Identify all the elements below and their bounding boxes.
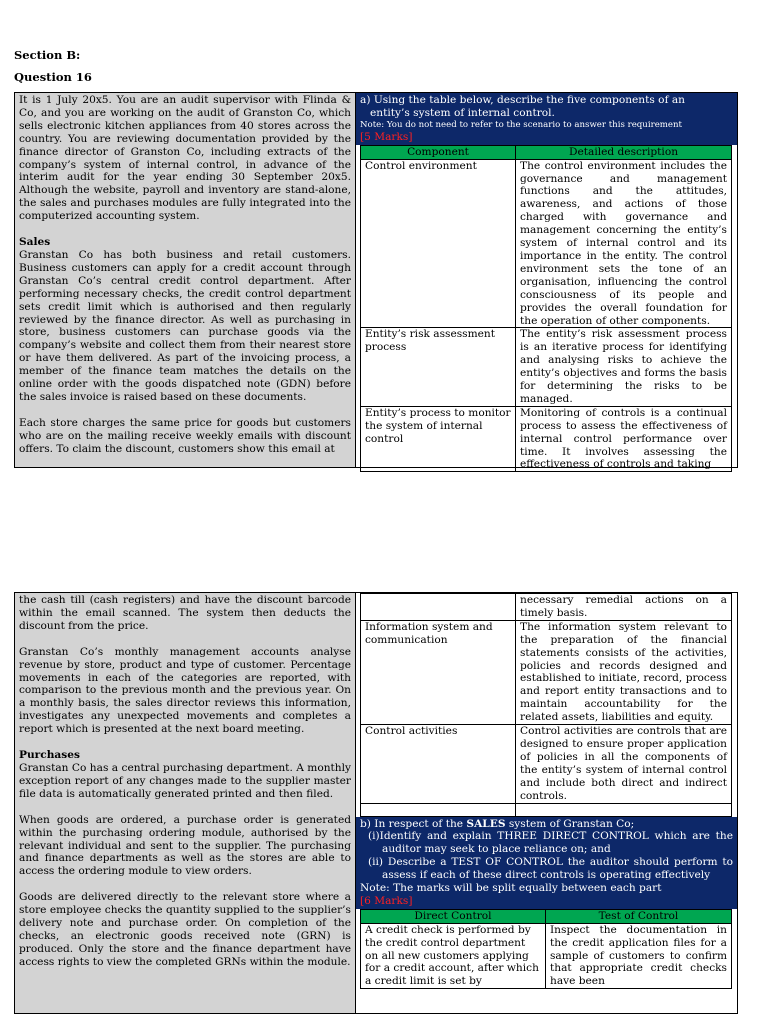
answer-panel-continued (356, 592, 738, 1014)
description-cell: The information system relevant to the preparation of the financial statements consists of the activities, policies and records designed and established to initiate, record, process and report entity transactions and to maintain accountability for the related assets, liabilities and equity. (516, 620, 732, 724)
direct-control-cell: A credit check is performed by the credit control department on all new customers applying for a credit account, after which a credit limit is set by (361, 923, 546, 989)
paragraph: When goods are ordered, a purchase order is generated within the purchasing ordering module, authorised by the relevant individual and sent to the supplier. The purchasing and finance departments as well as the stores are able to access the ordering module to view orders. (19, 813, 351, 878)
part-a-note: Note: You do not need to refer to the scenario to answer this requirement (360, 119, 683, 130)
paragraph-gap (19, 801, 351, 814)
test-of-control-cell: Inspect the documentation in the credit application files for a sample of customers to confirm that appropriate credit checks have been (546, 923, 732, 989)
part-b-marks: [6 Marks] (360, 894, 413, 907)
paragraph: Granstan Co has a central purchasing department. A monthly exception report of any changes made to the supplier master file data is automatically generated printed and then filed. (19, 761, 351, 800)
paragraph: It is 1 July 20x5. You are an audit supervisor with Flinda & Co, and you are working on the audit of Granston Co, which sells electronic kitchen appliances from 40 stores across the country. You are reviewing documentation provided by the finance director of Granston Co, including extracts of the company’s system of internal control, in advance of the interim audit for the year ending 30 September 20x5. Although the website, payroll and inventory are stand-alone, the sales and purchases modules are fully integrated into the computerized accounting system. (19, 94, 351, 223)
description-cell: The control environment includes the governance and management functions and the attitudes, awareness, and actions of those charged with governance and management concerning the entity’s system of internal control and its importance in the entity. The control environment sets the tone of an organisation, influencing the control consciousness of its people and provides the overall foundation for the operation of other components. (516, 159, 732, 328)
table-row (361, 328, 732, 406)
part-b-item-i: (i)Identify and explain THREE DIRECT CONTROL which are the auditor may seek to place reliance on; and (368, 830, 733, 856)
description-cell: Monitoring of controls is a continual process to assess the effectiveness of internal control performance over time. It involves assessing the effectiveness of controls and taking (516, 406, 732, 472)
column-header-component: Component (361, 145, 516, 159)
table-row (361, 725, 732, 803)
table-row (361, 803, 732, 816)
description-cell (516, 803, 732, 816)
question-block-2 (14, 592, 738, 1014)
components-table-continued (360, 593, 732, 817)
section-label: Section B: (14, 48, 81, 62)
part-a-instructions (356, 93, 737, 145)
component-cell: Entity’s process to monitor the system of internal control (361, 406, 516, 472)
paragraph-gap (19, 736, 351, 749)
table-row (361, 406, 732, 472)
paragraph-gap (19, 878, 351, 891)
component-cell: Information system and communication (361, 620, 516, 724)
part-b-instructions (356, 817, 737, 909)
paragraph: Each store charges the same price for goods but customers who are on the mailing receive weekly emails with discount offers. To claim the discount, customers show this email at (19, 416, 351, 455)
component-cell (361, 803, 516, 816)
part-b-line1-post: system of Granstan Co; (505, 817, 635, 830)
description-cell: The entity’s risk assessment process is an iterative process for identifying and analysing risks to achieve the entity’s objectives and forms the basis for determining the risks to be managed. (516, 328, 732, 406)
paragraph-gap (19, 223, 351, 236)
component-cell: Entity’s risk assessment process (361, 328, 516, 406)
part-a-line2: entity’s system of internal control. (370, 106, 555, 119)
column-header-test-of-control: Test of Control (546, 909, 732, 923)
direct-controls-table (360, 909, 732, 989)
paragraph: Granstan Co has both business and retail customers. Business customers can apply for a credit account through Granstan Co’s central credit control department. After performing necessary checks, the credit control department sets credit limit which is authorised and then regularly reviewed by the finance director. As well as purchasing in store, business customers can purchase goods via the company’s website and collect them from their nearest store or have them delivered. As part of the invoicing process, a member of the finance team matches the details on the online order with the goods dispatched note (GDN) before the sales invoice is raised based on these documents. (19, 248, 351, 403)
part-b-item-ii: (ii) Describe a TEST OF CONTROL the auditor should perform to assess if each of these direct controls is operating effectively (368, 856, 733, 882)
table-row (361, 620, 732, 724)
part-b-line1 (360, 818, 733, 831)
paragraph: the cash till (cash registers) and have the discount barcode within the email scanned. The system then deducts the discount from the price. (19, 594, 351, 632)
description-cell: necessary remedial actions on a timely basis. (516, 594, 732, 621)
column-header-direct-control: Direct Control (361, 909, 546, 923)
question-block-1 (14, 92, 738, 471)
part-a-marks: [5 Marks] (360, 130, 413, 143)
column-header-description: Detailed description (516, 145, 732, 159)
table-row (361, 923, 732, 989)
question-label: Question 16 (14, 70, 92, 84)
scenario-text (14, 92, 356, 468)
part-b-line1-pre: b) In respect of the (360, 817, 467, 830)
component-cell: Control activities (361, 725, 516, 803)
components-table (360, 145, 732, 473)
component-cell (361, 594, 516, 621)
paragraph-gap (19, 404, 351, 417)
part-b-note: Note: The marks will be split equally between each part (360, 882, 662, 895)
description-cell: Control activities are controls that are designed to ensure proper application of policies in all the components of the entity’s system of internal control and include both direct and indirect controls. (516, 725, 732, 803)
scenario-text-continued (14, 592, 356, 1014)
paragraph-gap (19, 633, 351, 646)
paragraph: Goods are delivered directly to the relevant store where a store employee checks the quantity supplied to the supplier’s delivery note and purchase order. On completion of the checks, an electronic goods received note (GRN) is produced. Only the store and the finance department have access rights to view the completed GRNs within the module. (19, 891, 351, 968)
table-row (361, 159, 732, 328)
part-b-line1-bold: SALES (466, 817, 506, 830)
part-a-line1: a) Using the table below, describe the five components of an (360, 94, 685, 106)
subheading: Sales (19, 236, 51, 249)
table-row (361, 594, 732, 621)
paragraph: Granstan Co’s monthly management accounts analyse revenue by store, product and type of customer. Percentage movements in each of the categories are reported, with comparison to the previous month and the previous year. On a monthly basis, the sales director reviews this information, investigates any unexpected movements and completes a report which is presented at the next board meeting. (19, 645, 351, 736)
subheading: Purchases (19, 749, 80, 762)
component-cell: Control environment (361, 159, 516, 328)
answer-panel (356, 92, 738, 471)
